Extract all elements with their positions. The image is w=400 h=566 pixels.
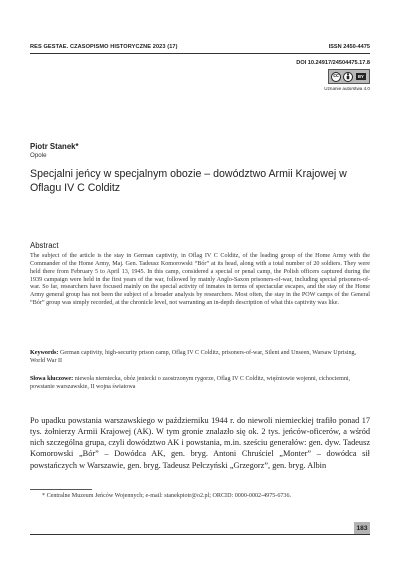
attribution-person-icon [343,72,353,82]
footer-divider [30,534,370,535]
abstract-heading: Abstract [30,241,59,250]
keywords-polish-list: niewola niemiecka, obóz jeniecki o zaostrzonym rygorze, Oflag IV C Colditz, więźniowie wojenni, cichociemni, powstanie warszawskie, II wojna światowa [30,376,351,390]
doi-link[interactable]: DOI 10.24917/24504475.17.8 [296,60,370,66]
keywords [30,350,370,366]
footnote-divider [30,489,92,490]
footnote: * Centralne Muzeum Jeńców Wojennych; e-mail: stanekpiotr@o2.pl; ORCID: 0000-0002-4975-6736. [42,493,292,499]
header-divider [30,53,370,54]
keywords-polish [30,376,370,392]
main-text: Po upadku powstania warszawskiego w październiku 1944 r. do niewoli niemieckiej trafiło ponad 17 tys. żołnierzy Armii Krajowej (AK). W tym gronie znalazło się ok. 2 tys. jeńców-oficerów, a wśród nich szczególna grupa, czyli dowództwo AK i powstania, m.in. sześciu generałów: gen. dyw. Tadeusz Komorowski „Bór” – Dowódca AK, gen. bryg. Antoni Chruściel „Monter” – dowódca sił powstańczych w Warszawie, gen. bryg. Tadeusz Pełczyński „Grzegorz”, gen. bryg. Albin [30,416,370,470]
journal-name: RES GESTAE. CZASOPISMO HISTORYCZNE 2023 (17) [30,44,178,50]
author-name: Piotr Stanek* [30,142,79,151]
cc-license-badge[interactable] [328,69,370,84]
license-text: Uznanie autorstwa 4.0 [324,86,370,91]
article-title: Specjalni jeńcy w specjalnym obozie – dowództwo Armii Krajowej w Oflagu IV C Colditz [30,168,347,194]
keywords-polish-label: Słowa kluczowe: [30,376,74,382]
page-number: 183 [354,522,370,534]
issn: ISSN 2450-4475 [328,44,370,50]
keywords-label: Keywords: [30,350,59,356]
abstract-body: The subject of the article is the stay in German captivity, in Oflag IV C Colditz, of the leading group of the Home Army with the Commander of the Home Army, Maj. Gen. Tadeusz Komorowski “Bór” at its head, along with a total number of 20 soldiers. They were held there from February 5 to April 13, 1945. In this camp, considered a special or penal camp, the Polish officers captured during the 1939 campaign were held in the first years of the war, followed by mainly Anglo-Saxon prisoners-of-war, including special prisoners-of-war. So far, researchers have focused mainly on the special activity of inmates in terms of spectacular escapes, and the stay of the Home Army general group has not been the subject of a broader analysis by researchers. Most often, the stay in the POW camps of the General “Bór” group was simply recorded, at the chronicle level, not warranting an in-depth description of what this captivity was like. [30,253,370,307]
cc-by-label: BY [358,74,364,79]
cc-icon: cc [331,72,341,82]
keywords-list: German captivity, high-security prison camp, Oflag IV C Colditz, prisoners-of-war, Silent and Unseen, Warsaw Uprising, World War II [30,350,357,364]
author-affiliation: Opole [30,152,47,159]
